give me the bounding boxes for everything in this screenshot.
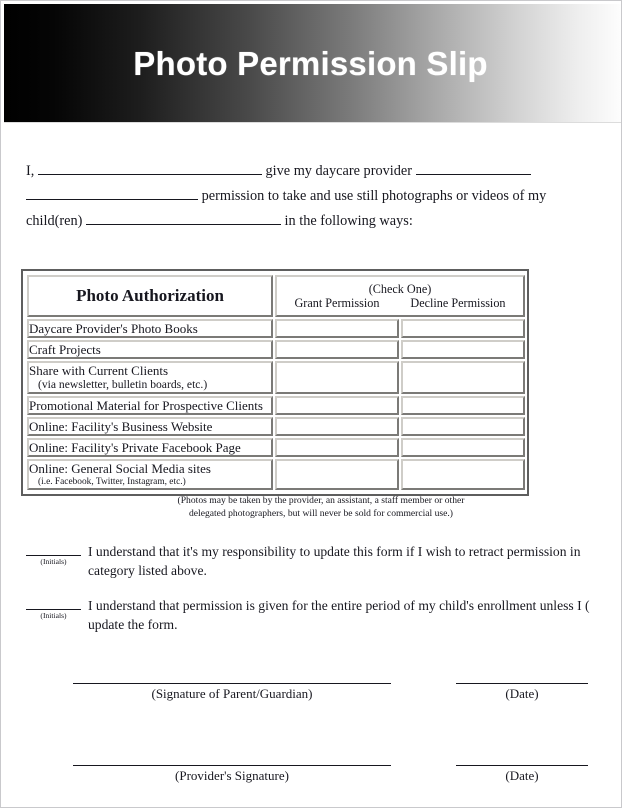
row-label-cell [27, 417, 273, 436]
decline-checkbox-cell[interactable] [401, 438, 525, 457]
intro-after-provider: permission to take and use still photographs or videos of my [201, 188, 547, 204]
decline-checkbox-cell[interactable] [401, 459, 525, 490]
initials-field-1[interactable] [26, 542, 88, 567]
header-banner [4, 4, 621, 123]
provider-signature-line[interactable] [73, 765, 391, 766]
table-row [27, 319, 525, 338]
check-one-label: (Check One) [368, 282, 432, 296]
initials-blank-line[interactable] [26, 543, 81, 556]
decline-checkbox-cell[interactable] [401, 361, 525, 394]
initials-statement: I understand that permission is given for the entire period of my child's enrollment unless I ( update the form. [88, 598, 590, 632]
table-row [27, 417, 525, 436]
page-title: Photo Permission Slip [133, 45, 488, 82]
table-header-row [27, 275, 525, 317]
provider-signature-caption: (Provider's Signature) [175, 768, 289, 783]
row-label-sub: (i.e. Facebook, Twitter, Instagram, etc.) [38, 477, 186, 487]
grant-checkbox-cell[interactable] [275, 340, 399, 359]
grant-checkbox-cell[interactable] [275, 361, 399, 394]
table-row [27, 459, 525, 490]
initials-block-2 [26, 596, 596, 634]
initials-caption: (Initials) [40, 557, 67, 566]
grant-checkbox-cell[interactable] [275, 396, 399, 415]
grant-checkbox-cell[interactable] [275, 459, 399, 490]
row-label-main: Online: Facility's Private Facebook Page [29, 440, 241, 455]
check-one-header-cell [275, 275, 525, 317]
intro-lead: I, [26, 163, 35, 179]
grant-checkbox-cell[interactable] [275, 319, 399, 338]
provider-date-line[interactable] [456, 765, 588, 766]
initials-field-2[interactable] [26, 596, 88, 621]
table-title-cell: Photo Authorization [27, 275, 273, 317]
provider-date-caption: (Date) [505, 768, 539, 783]
child-name-blank[interactable] [86, 211, 281, 225]
initials-caption: (Initials) [40, 611, 67, 620]
decline-checkbox-cell[interactable] [401, 417, 525, 436]
row-label-cell [27, 438, 273, 457]
row-label-cell [27, 361, 273, 394]
row-label-cell [27, 340, 273, 359]
intro-after-name: give my daycare provider [265, 163, 412, 179]
table-row [27, 340, 525, 359]
table-footnote [121, 495, 521, 520]
intro-child-label: child(ren) [26, 213, 83, 229]
decline-checkbox-cell[interactable] [401, 340, 525, 359]
parent-signature-line[interactable] [73, 683, 391, 684]
initials-statement: I understand that it's my responsibility to update this form if I wish to retract permission in category listed above. [88, 544, 581, 578]
row-label-cell [27, 396, 273, 415]
grant-checkbox-cell[interactable] [275, 417, 399, 436]
decline-checkbox-cell[interactable] [401, 319, 525, 338]
row-label-main: Craft Projects [29, 342, 101, 357]
row-label-cell [27, 459, 273, 490]
row-label-main: Daycare Provider's Photo Books [29, 321, 198, 336]
row-label-main: Promotional Material for Prospective Clients [29, 398, 263, 413]
parent-date-caption: (Date) [505, 686, 539, 701]
footnote-line-2: delegated photographers, but will never be sold for commercial use.) [188, 507, 453, 519]
row-label-sub: (via newsletter, bulletin boards, etc.) [38, 378, 208, 391]
intro-after-child: in the following ways: [284, 213, 413, 229]
parent-date-line[interactable] [456, 683, 588, 684]
table-row [27, 438, 525, 457]
table-row [27, 396, 525, 415]
grant-checkbox-cell[interactable] [275, 438, 399, 457]
table-row [27, 361, 525, 394]
row-label-main: Share with Current Clients [29, 363, 169, 378]
provider-name-blank-1[interactable] [416, 161, 531, 175]
decline-permission-header: Decline Permission [410, 296, 506, 310]
parent-name-blank[interactable] [38, 161, 262, 175]
grant-permission-header: Grant Permission [294, 296, 380, 310]
parent-signature-caption: (Signature of Parent/Guardian) [151, 686, 313, 701]
initials-blank-line[interactable] [26, 597, 81, 610]
initials-block-1 [26, 542, 596, 580]
row-label-main: Online: General Social Media sites [29, 461, 211, 476]
decline-checkbox-cell[interactable] [401, 396, 525, 415]
footnote-line-1: (Photos may be taken by the provider, an assistant, a staff member or other [177, 495, 465, 506]
provider-name-blank-2[interactable] [26, 186, 198, 200]
intro-paragraph [26, 159, 586, 234]
photo-authorization-table [21, 269, 529, 496]
row-label-main: Online: Facility's Business Website [29, 419, 213, 434]
row-label-cell [27, 319, 273, 338]
